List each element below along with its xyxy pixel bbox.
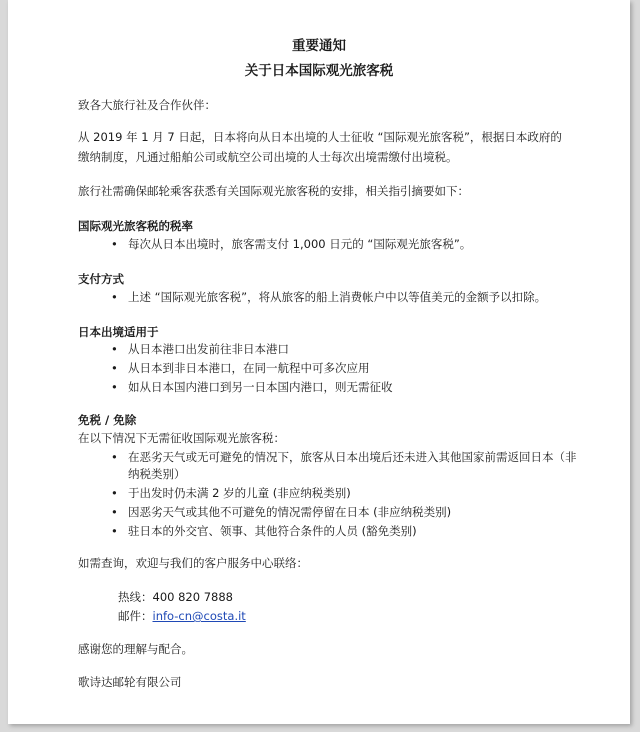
greeting: 致各大旅行社及合作伙伴： — [78, 98, 216, 112]
list-item-continuation: 纳税类别） — [128, 467, 186, 481]
list-item: 如从日本国内港口到另一日本国内港口，则无需征收 — [128, 380, 393, 394]
bullet-dot: • — [111, 450, 118, 464]
list-item: 每次从日本出境时，旅客需支付 1,000 日元的 “国际观光旅客税”。 — [128, 237, 472, 251]
intro-line-1: 从 2019 年 1 月 7 日起，日本将向从日本出境的人士征收 “国际观光旅客税”，根据日本政府的 — [78, 130, 562, 144]
bullet-dot: • — [111, 505, 118, 519]
agency-note: 旅行社需确保邮轮乘客获悉有关国际观光旅客税的安排，相关指引摘要如下： — [78, 184, 469, 198]
bullet-dot: • — [111, 342, 118, 356]
bullet-dot: • — [111, 290, 118, 304]
list-item: 因恶劣天气或其他不可避免的情况需停留在日本 (非应纳税类别) — [128, 505, 452, 519]
list-item: 从日本到非日本港口，在同一航程中可多次应用 — [128, 361, 370, 375]
bullet-dot: • — [111, 237, 118, 251]
section-payment-heading: 支付方式 — [78, 272, 124, 286]
list-item: 从日本港口出发前往非日本港口 — [128, 342, 289, 356]
list-item: 于出发时仍未满 2 岁的儿童 (非应纳税类别) — [128, 486, 351, 500]
bullet-dot: • — [111, 361, 118, 375]
notice-subtitle: 关于日本国际观光旅客税 — [244, 63, 394, 79]
section-rate-heading: 国际观光旅客税的税率 — [78, 219, 193, 233]
section-exempt-heading: 免税 / 免除 — [78, 413, 137, 427]
section-exempt-lead: 在以下情况下无需征收国际观光旅客税： — [78, 431, 285, 445]
contact-phone-row — [118, 590, 233, 605]
list-item: 在恶劣天气或无可避免的情况下，旅客从日本出境后还未进入其他国家前需返回日本（非 — [128, 450, 577, 464]
notice-title: 重要通知 — [292, 38, 346, 54]
thanks-text: 感谢您的理解与配合。 — [78, 642, 193, 656]
company-signature: 歌诗达邮轮有限公司 — [78, 675, 182, 689]
email-link[interactable]: info-cn@costa.it — [152, 609, 246, 623]
notice-page — [8, 0, 630, 724]
list-item: 驻日本的外交官、领事、其他符合条件的人员 (豁免类别) — [128, 524, 417, 538]
bullet-dot: • — [111, 380, 118, 394]
bullet-dot: • — [111, 486, 118, 500]
contact-lead: 如需查询，欢迎与我们的客户服务中心联络： — [78, 556, 308, 570]
contact-email-row — [118, 609, 246, 624]
intro-line-2: 缴纳制度，凡通过船舶公司或航空公司出境的人士每次出境需缴付出境税。 — [78, 150, 458, 164]
list-item: 上述 “国际观光旅客税”，将从旅客的船上消费帐户中以等值美元的金额予以扣除。 — [128, 290, 547, 304]
phone-label: 热线： — [118, 590, 153, 604]
email-label: 邮件： — [118, 609, 153, 623]
section-applicable-heading: 日本出境适用于 — [78, 325, 159, 339]
phone-number[interactable]: 400 820 7888 — [152, 590, 233, 604]
bullet-dot: • — [111, 524, 118, 538]
